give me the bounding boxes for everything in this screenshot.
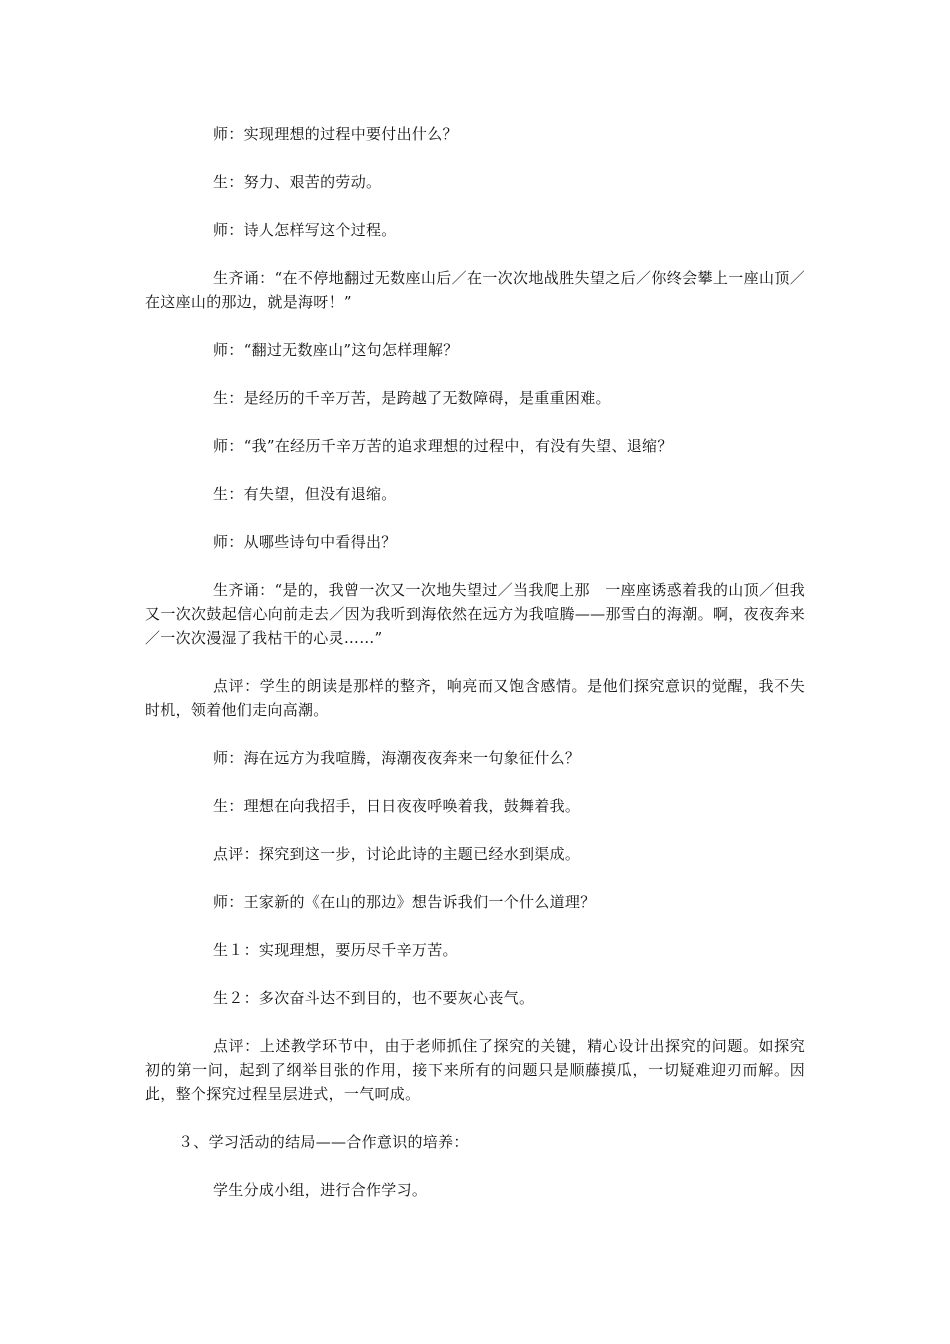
dialogue-line: 生１：实现理想，要历尽千辛万苦。: [213, 941, 458, 959]
dialogue-line: 师：从哪些诗句中看得出？: [213, 533, 397, 551]
dialogue-line: 师：实现理想的过程中要付出什么？: [213, 125, 458, 143]
document-body: [145, 122, 805, 1226]
dialogue-line: 生２：多次奋斗达不到目的，也不要灰心丧气。: [213, 989, 535, 1007]
dialogue-line: 师：“我”在经历千辛万苦的追求理想的过程中，有没有失望、退缩？: [213, 437, 673, 455]
dialogue-line: 生：理想在向我招手，日日夜夜呼唤着我，鼓舞着我。: [213, 797, 581, 815]
body-text: 学生分成小组，进行合作学习。: [213, 1181, 428, 1199]
dialogue-line: 生：努力、艰苦的劳动。: [213, 173, 382, 191]
dialogue-line: 生：有失望，但没有退缩。: [213, 485, 397, 503]
poem-recitation: 生齐诵：“在不停地翻过无数座山后／在一次次地战胜失望之后／你终会攀上一座山顶／在这座山的那边，就是海呀！”: [145, 269, 805, 311]
dialogue-line: 师：海在远方为我喧腾，海潮夜夜奔来一句象征什么？: [213, 749, 581, 767]
poem-recitation: 生齐诵：“是的，我曾一次又一次地失望过／当我爬上那 一座座诱惑着我的山顶／但我又一次次鼓起信心向前走去／因为我听到海依然在远方为我喧腾——那雪白的海潮。啊，夜夜奔来／一次次漫湿了我枯干的心灵……”: [145, 581, 805, 647]
dialogue-line: 生：是经历的千辛万苦，是跨越了无数障碍，是重重困难。: [213, 389, 611, 407]
dialogue-line: 师：诗人怎样写这个过程。: [213, 221, 397, 239]
section-heading: ３、学习活动的结局——合作意识的培养：: [178, 1133, 469, 1151]
dialogue-line: 师：“翻过无数座山”这句怎样理解？: [213, 341, 459, 359]
dialogue-line: 师：王家新的《在山的那边》想告诉我们一个什么道理？: [213, 893, 596, 911]
commentary: 点评：上述教学环节中，由于老师抓住了探究的关键，精心设计出探究的问题。如探究初的第一问，起到了纲举目张的作用，接下来所有的问题只是顺藤摸瓜，一切疑难迎刃而解。因此，整个探究过程呈层进式，一气呵成。: [145, 1037, 805, 1103]
commentary: 点评：学生的朗读是那样的整齐，响亮而又饱含感情。是他们探究意识的觉醒，我不失时机，领着他们走向高潮。: [145, 677, 805, 719]
commentary: 点评：探究到这一步，讨论此诗的主题已经水到渠成。: [213, 845, 581, 863]
